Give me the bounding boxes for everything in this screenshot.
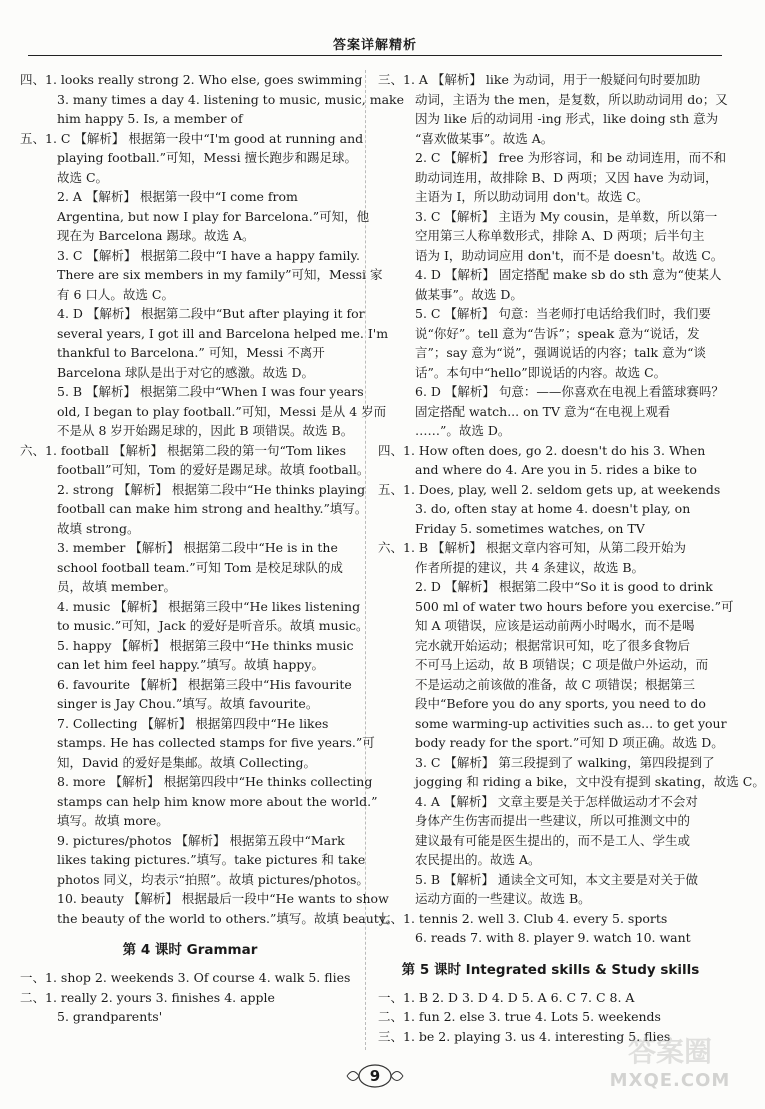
- answer-line: 现在为 Barcelona 踢球。故选 A。: [57, 228, 255, 243]
- answer-line: football can make him strong and healthy.”填写。: [57, 501, 368, 516]
- answer-line: 6. reads 7. with 8. player 9. watch 10. want: [415, 930, 691, 945]
- lesson-4-answers: [20, 968, 360, 1027]
- answer-line: 因为 like 后的动词用 -ing 形式，like doing sth 意为: [415, 111, 719, 126]
- answer-line: 故填 strong。: [57, 520, 140, 536]
- answer-line: 5. B 【解析】 通读全文可知，本文主要是对关于做: [415, 871, 699, 887]
- answer-line: 2. A 【解析】 根据第一段中“I come from: [57, 189, 298, 204]
- answer-line: 6. D 【解析】 句意：——你喜欢在电视上看篮球赛吗？: [415, 384, 724, 399]
- answer-line: him happy 5. Is, a member of: [57, 111, 243, 126]
- answer-line: 段中“Before you do any sports, you need to do: [415, 696, 706, 711]
- answer-line: 二、1. really 2. yours 3. finishes 4. apple: [20, 989, 275, 1005]
- answer-line: old, I began to play football.”可知，Messi 是从 4 岁而: [57, 403, 387, 419]
- answer-line: 做某事”。故选 D。: [415, 286, 523, 302]
- answer-line: 四、1. looks really strong 2. Who else, goes swimming: [20, 72, 363, 87]
- answer-line: to music.”可知，Jack 的爱好是听音乐。故填 music。: [57, 618, 369, 633]
- answer-line: stamps. He has collected stamps for five years.”可: [57, 735, 375, 750]
- answer-line: playing football.”可知，Messi 擅长跑步和踢足球。: [57, 150, 358, 165]
- answer-line: 2. strong 【解析】 根据第二段中“He thinks playing: [57, 481, 366, 497]
- answer-line: 3. many times a day 4. listening to music, music, make: [57, 91, 404, 107]
- answer-line: thankful to Barcelona.” 可知，Messi 不离开: [57, 345, 325, 360]
- answer-line: 五、1. Does, play, well 2. seldom gets up, at weekends: [378, 481, 721, 497]
- watermark: [600, 1030, 740, 1100]
- answer-line: 二、1. fun 2. else 3. true 4. Lots 5. weekends: [378, 1009, 661, 1024]
- answer-line: 4. D 【解析】 固定搭配 make sb do sth 意为“使某人: [415, 267, 722, 282]
- answer-line: 4. D 【解析】 根据第二段中“But after playing it for: [57, 306, 365, 321]
- answer-line: 一、1. shop 2. weekends 3. Of course 4. walk 5. flies: [20, 970, 351, 985]
- answer-line: Barcelona 球队是出于对它的感激。故选 D。: [57, 364, 315, 380]
- header-title: 答案详解精析: [332, 38, 417, 53]
- answer-line: likes taking pictures.”填写。take pictures 和 take: [57, 852, 366, 867]
- answer-line: 有 6 口人。故选 C。: [57, 286, 174, 302]
- answer-line: 3. C 【解析】 主语为 My cousin，是单数，所以第一: [415, 208, 718, 224]
- watermark-logo: 答案圈: [627, 1035, 712, 1068]
- answer-line: 农民提出的。故选 A。: [415, 852, 541, 867]
- answer-line: Friday 5. sometimes watches, on TV: [415, 520, 645, 536]
- answer-line: can let him feel happy.”填写。故填 happy。: [57, 657, 324, 672]
- page-header: [0, 0, 750, 60]
- answer-line: 动词，主语为 the men，是复数，所以助动词用 do；又: [415, 91, 728, 107]
- page-number-badge: [343, 1063, 407, 1089]
- answer-line: and where do 4. Are you in 5. rides a bike to: [415, 462, 697, 477]
- answer-line: 故选 C。: [57, 169, 109, 185]
- answer-line: jogging 和 riding a bike，文中没有提到 skating，故选 C。: [415, 774, 765, 789]
- answer-line: 说“你好”。tell 意为“告诉”；speak 意为“说话，发: [415, 325, 700, 341]
- answer-line: 5. C 【解析】 句意：当老师打电话给我们时，我们要: [415, 306, 711, 321]
- answer-line: 空用第三人称单数形式，排除 A、D 两项；后半句主: [415, 228, 705, 243]
- answer-line: 固定搭配 watch... on TV 意为“在电视上观看: [415, 403, 671, 419]
- answer-line: singer is Jay Chou.”填写。故填 favourite。: [57, 696, 319, 711]
- page-number: 9: [369, 1067, 381, 1085]
- answer-line: 员，故填 member。: [57, 579, 176, 594]
- answer-line: 五、1. C 【解析】 根据第一段中“I'm good at running and: [20, 130, 364, 146]
- answer-line: 5. grandparents': [57, 1009, 163, 1024]
- answer-line: 不是运动之前该做的准备，故 C 项错误；根据第三: [415, 676, 696, 692]
- left-answer-list: [20, 70, 404, 928]
- answer-line: Argentina, but now I play for Barcelona.”可知，他: [57, 208, 370, 224]
- answer-line: ……”。故选 D。: [415, 423, 511, 438]
- answer-line: some warming-up activities such as... to get your: [415, 715, 727, 731]
- lesson-4-title: 第 4 课时 Grammar: [122, 942, 258, 958]
- answer-line: 500 ml of water two hours before you exercise.”可: [415, 598, 734, 614]
- lesson-5-title: 第 5 课时 Integrated skills & Study skills: [401, 961, 700, 978]
- left-column: [20, 70, 404, 1050]
- answer-line: 三、1. be 2. playing 3. us 4. interesting 5. flies: [378, 1028, 671, 1044]
- answer-line: 填写。故填 more。: [57, 813, 169, 828]
- answer-line: 不是从 8 岁开始踢足球的，因此 B 项错误。故选 B。: [57, 423, 354, 438]
- answer-line: 三、1. A 【解析】 like 为动词，用于一般疑问句时要加助: [378, 72, 701, 87]
- answer-line: body ready for the sport.”可知 D 项正确。故选 D。: [415, 735, 724, 750]
- answer-line: school football team.”可知 Tom 是校足球队的成: [57, 559, 343, 575]
- answer-line: stamps can help him know more about the world.”: [57, 793, 378, 809]
- answer-line: 言”；say 意为“说”，强调说话的内容；talk 意为“谈: [415, 345, 706, 360]
- right-answer-list: [378, 70, 765, 948]
- answer-line: 六、1. B 【解析】 根据文章内容可知，从第二段开始为: [378, 540, 687, 555]
- answer-line: 助动词连用，故排除 B、D 两项；又因 have 为动词，: [415, 169, 718, 185]
- header-divider: [28, 55, 722, 56]
- answer-line: 身体产生伤害而提出一些建议，所以可推测文中的: [415, 813, 691, 828]
- answer-line: 建议最有可能是医生提出的，而不是工人、学生或: [415, 832, 691, 848]
- answer-line: 9. pictures/photos 【解析】 根据第五段中“Mark: [57, 832, 345, 848]
- answer-line: 4. A 【解析】 文章主要是关于怎样做运动才不会对: [415, 793, 698, 809]
- answer-line: “喜欢做某事”。故选 A。: [415, 130, 554, 146]
- watermark-site: MXQE.COM: [609, 1070, 731, 1091]
- answer-line: 2. C 【解析】 free 为形容词，和 be 动词连用，而不和: [415, 150, 727, 165]
- answer-line: 完水就开始运动；根据常识可知，吃了很多食物后: [415, 637, 691, 653]
- answer-line: 3. do, often stay at home 4. doesn't play, on: [415, 501, 691, 516]
- answer-line: the beauty of the world to others.”填写。故填 beauty。: [57, 910, 399, 926]
- answer-line: 3. member 【解析】 根据第二段中“He is in the: [57, 540, 338, 555]
- answer-line: 2. D 【解析】 根据第二段中“So it is good to drink: [415, 579, 713, 594]
- answer-line: 运动方面的一些建议。故选 B。: [415, 891, 591, 906]
- answer-line: 主语为 I，所以助动词用 don't。故选 C。: [415, 189, 649, 204]
- answer-line: 10. beauty 【解析】 根据最后一段中“He wants to show: [57, 891, 389, 906]
- answer-line: 六、1. football 【解析】 根据第二段的第一句“Tom likes: [20, 442, 346, 458]
- answer-line: 作者所提的建议，共 4 条建议，故选 B。: [415, 559, 645, 575]
- answer-line: 8. more 【解析】 根据第四段中“He thinks collecting: [57, 774, 373, 789]
- answer-line: 语为 I，助动词应用 don't，而不是 doesn't。故选 C。: [415, 247, 724, 263]
- answer-line: photos 同义，均表示“拍照”。故填 pictures/photos。: [57, 871, 369, 887]
- answer-line: 话”。本句中“hello”即说话的内容。故选 C。: [415, 364, 667, 380]
- answer-line: 一、1. B 2. D 3. D 4. D 5. A 6. C 7. C 8. A: [378, 989, 635, 1005]
- answer-line: 四、1. How often does, go 2. doesn't do his 3. When: [378, 442, 706, 458]
- answer-line: 7. Collecting 【解析】 根据第四段中“He likes: [57, 715, 329, 731]
- answer-line: 3. C 【解析】 第三段提到了 walking，第四段提到了: [415, 754, 715, 770]
- answer-line: several years, I got ill and Barcelona helped me. I'm: [57, 325, 389, 341]
- answer-line: There are six members in my family”可知，Messi 家: [57, 267, 383, 282]
- answer-line: 知 A 项错误，应该是运动前两小时喝水，而不是喝: [415, 618, 695, 633]
- answer-line: 6. favourite 【解析】 根据第三段中“His favourite: [57, 676, 352, 692]
- answer-line: football”可知，Tom 的爱好是踢足球。故填 football。: [57, 462, 370, 477]
- answer-line: 知，David 的爱好是集邮。故填 Collecting。: [57, 754, 317, 770]
- answer-line: 七、1. tennis 2. well 3. Club 4. every 5. sports: [378, 910, 668, 926]
- answer-line: 5. B 【解析】 根据第二段中“When I was four years: [57, 384, 364, 399]
- answer-line: 3. C 【解析】 根据第二段中“I have a happy family.: [57, 247, 360, 263]
- answer-line: 4. music 【解析】 根据第三段中“He likes listening: [57, 598, 361, 614]
- answer-line: 不可马上运动，故 B 项错误；C 项是做户外运动，而: [415, 657, 709, 672]
- answer-line: 5. happy 【解析】 根据第三段中“He thinks music: [57, 637, 354, 653]
- right-column: [378, 70, 765, 1050]
